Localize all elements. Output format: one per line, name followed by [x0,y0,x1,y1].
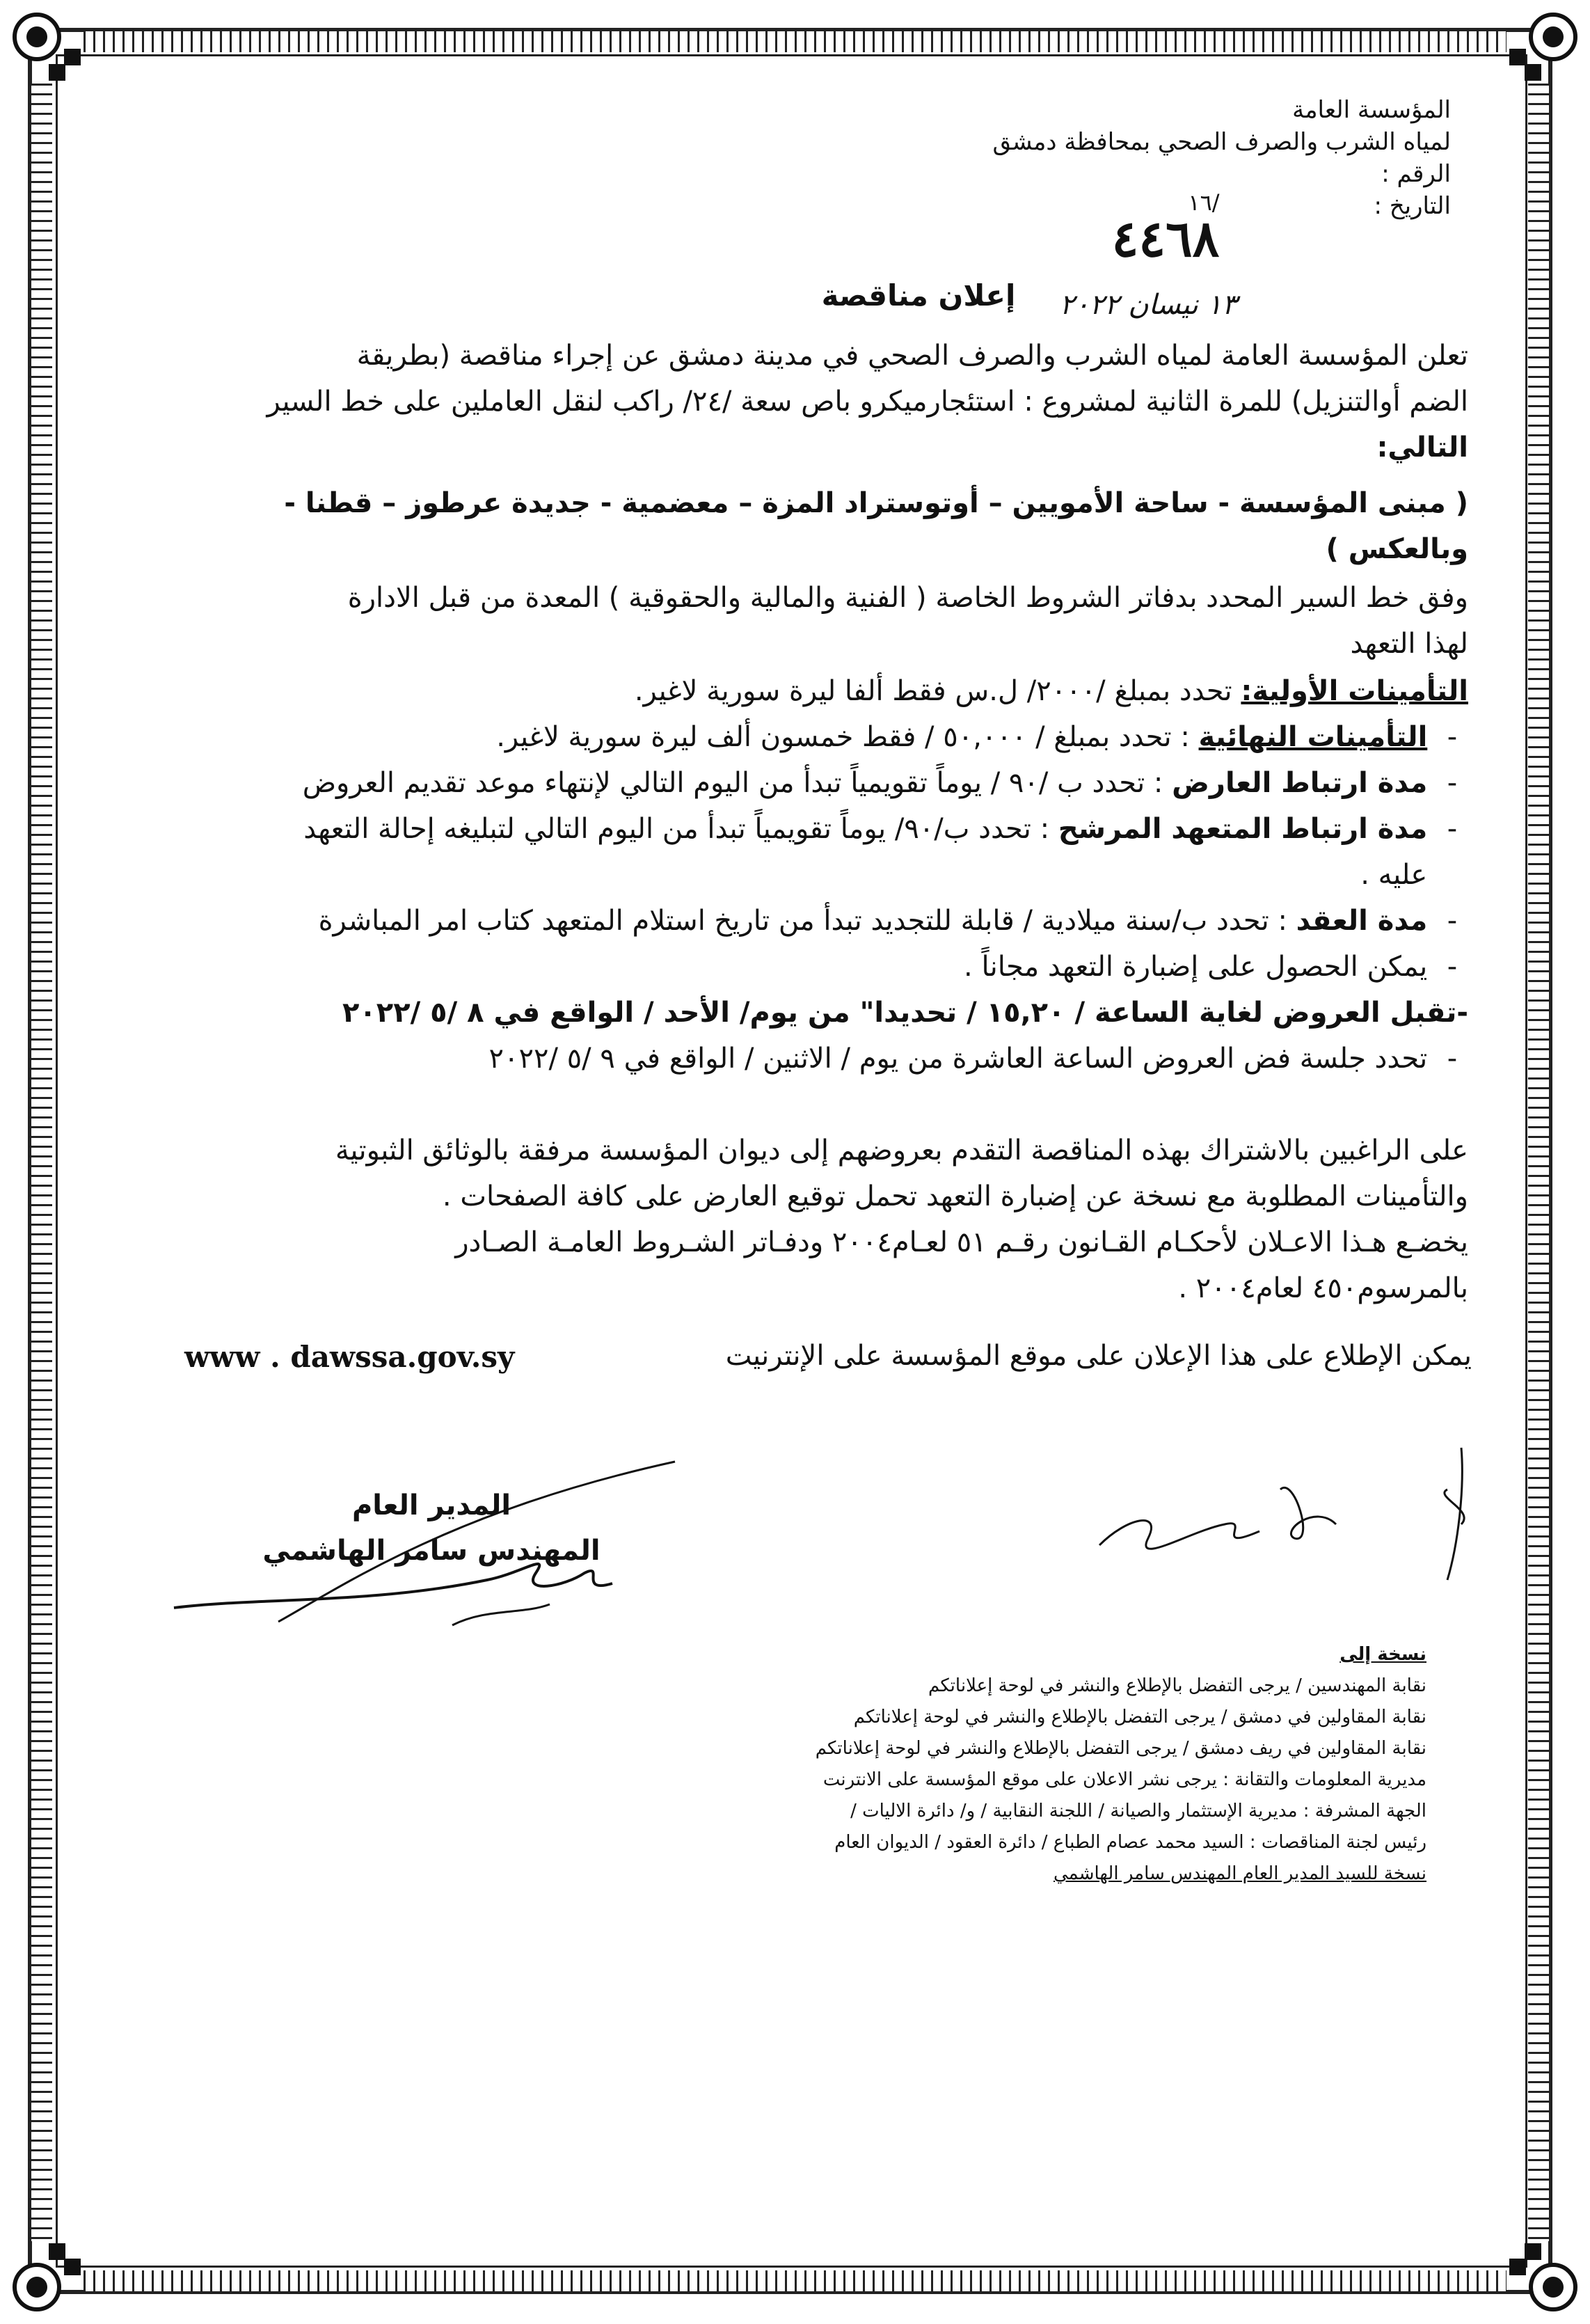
conditions-list [146,668,1468,1082]
initial-deposit-item [146,668,1468,714]
route-line: ( مبنى المؤسسة - ساحة الأمويين – أوتوستراد المزة – معضمية - جديدة عرطوز – قطنا - [284,487,1468,519]
ref-value: ١٦/ [1188,189,1220,216]
bidder-commitment-text: : تحدد ب /٩٠ / يوماً تقويمياً تبدأ من اليوم التالي لإنتهاء موعد تقديم العروض [302,767,1163,799]
copy-recipient: مديرية المعلومات والتقانة : يرجى نشر الاعلان على موقع المؤسسة على الانترنت [822,1769,1426,1790]
corner-ornament-top-right [1506,7,1583,84]
copy-recipient: رئيس لجنة المناقصات : السيد محمد عصام الطباع / دائرة العقود / الديوان العام [834,1832,1426,1853]
opening-session-text: تحدد جلسة فض العروض الساعة العاشرة من يوم / الاثنين / الواقع في ٩ /٥ /٢٠٢٢ [488,1043,1428,1075]
nominee-commitment-cont [146,852,1468,898]
nominee-commitment-cont-text: عليه . [1360,859,1428,891]
corner-ornament-top-left [7,7,84,84]
website-lead-text: يمكن الإطلاع على هذا الإعلان على موقع المؤسسة على الإنترنيت [725,1340,1472,1372]
signatory-title: المدير العام [351,1489,511,1521]
nominee-commitment-text: : تحدد ب/٩٠/ يوماً تقويمياً تبدأ من اليوم التالي لتبليغه إحالة التعهد [303,813,1050,845]
dossier-text: يمكن الحصول على إضبارة التعهد مجاناً . [964,951,1428,983]
corner-ornament-bottom-left [7,2240,84,2317]
dossier-item: - يمكن الحصول على إضبارة التعهد مجاناً . [964,951,1458,983]
deadline-text: -تقبل العروض لغاية الساعة / ١٥,٢٠ / تحديدا" من يوم/ الأحد / الواقع في ٨ /٥ /٢٠٢٢ [342,997,1468,1029]
closing-line: والتأمينات المطلوبة مع نسخة عن إضبارة التعهد تحمل توقيع العارض على كافة الصفحات . [442,1180,1468,1212]
contract-duration-item: - مدة العقد : تحدد ب/سنة ميلادية / قابلة للتجديد تبدأ من تاريخ استلام المتعهد كتاب امر المباشرة [318,905,1458,937]
org-name-line2: لمياه الشرب والصرف الصحي بمحافظة دمشق [992,128,1451,156]
date-label: التاريخ : [1374,192,1451,220]
copy-recipient: الجهة المشرفة : مديرية الإستثمار والصيانة / اللجنة النقابية / و/ دائرة الاليات / [850,1801,1426,1821]
intro-line: الضم أوالتنزيل) للمرة الثانية لمشروع : استئجارميكرو باص سعة /٢٤/ راكب لنقل العاملين على خط السير [267,386,1468,418]
final-deposit-text: : تحدد بمبلغ / ٥٠,٠٠٠ / فقط خمسون ألف ليرة سورية لاغير. [496,721,1190,753]
corner-ornament-bottom-right [1506,2240,1583,2317]
final-deposit-label: التأمينات النهائية [1198,721,1428,753]
org-name-line1: المؤسسة العامة [1292,96,1451,124]
closing-line: على الراغبين بالاشتراك بهذه المناقصة التقدم بعروضهم إلى ديوان المؤسسة مرفقة بالوثائق الثبوتية [335,1135,1468,1167]
terms-line: لهذا التعهد [1350,628,1468,660]
letterhead [825,94,1451,222]
copies-heading: نسخة إلى [1339,1644,1426,1665]
route-line: وبالعكس ) [1326,533,1468,565]
handwritten-date: ١٣ نيسان ٢٠٢٢ [1059,289,1237,321]
bidder-commitment-item: - مدة ارتباط العارض : تحدد ب /٩٠ / يوماً تقويمياً تبدأ من اليوم التالي لإنتهاء موعد تقديم العروض [302,767,1458,799]
copies-list [313,1639,1426,1890]
initial-deposit-text: تحدد بمبلغ /٢٠٠٠/ ل.س فقط ألفا ليرة سورية لاغير. [634,675,1232,707]
closing-line: بالمرسوم٤٥٠ لعام٢٠٠٤ . [1178,1272,1468,1304]
border-pattern-top [84,31,1506,52]
signatory-name: المهندس سامر الهاشمي [262,1535,601,1567]
route-paragraph [146,480,1468,572]
website-link[interactable]: www . dawssa.gov.sy [184,1340,515,1374]
copy-recipient: نقابة المهندسين / يرجى التفضل بالإطلاع والنشر في لوحة إعلاناتكم [928,1675,1426,1696]
handwritten-ref-number: ٤٤٦٨ [1111,209,1220,268]
deadline-item [146,990,1468,1036]
intro-paragraph [146,333,1468,471]
committee-signatures [1086,1448,1489,1587]
document-title: إعلان مناقصة [821,278,1016,313]
intro-line: التالي: [1376,432,1468,464]
copy-recipient: نقابة المقاولين في ريف دمشق / يرجى التفضل بالإطلاع والنشر في لوحة إعلاناتكم [815,1738,1426,1759]
nominee-commitment-item: - مدة ارتباط المتعهد المرشح : تحدد ب/٩٠/ يوماً تقويمياً تبدأ من اليوم التالي لتبليغه إحالة التعهد [303,813,1458,845]
copy-recipient: نقابة المقاولين في دمشق / يرجى التفضل بالإطلاع والنشر في لوحة إعلاناتكم [853,1707,1426,1728]
ref-label: الرقم : [1381,160,1451,188]
nominee-commitment-label: مدة ارتباط المتعهد المرشح [1058,813,1428,845]
initial-deposit-label: التأمينات الأولية: [1241,675,1468,707]
final-deposit-item: - التأمينات النهائية : تحدد بمبلغ / ٥٠,٠٠٠ / فقط خمسون ألف ليرة سورية لاغير. [496,721,1458,753]
border-pattern-bottom [84,2270,1506,2291]
bidder-commitment-label: مدة ارتباط العارض [1172,767,1428,799]
copy-recipient: نسخة للسيد المدير العام المهندس سامر الهاشمي [1054,1863,1426,1884]
intro-line: تعلن المؤسسة العامة لمياه الشرب والصرف الصحي في مدينة دمشق عن إجراء مناقصة (بطريقة [356,340,1468,372]
border-pattern-left [31,84,52,2241]
opening-session-item: - تحدد جلسة فض العروض الساعة العاشرة من يوم / الاثنين / الواقع في ٩ /٥ /٢٠٢٢ [488,1043,1458,1075]
closing-line: يخضـع هـذا الاعـلان لأحكـام القـانون رقـم ٥١ لعـام٢٠٠٤ ودفـاتر الشـروط العامـة الصـادر [455,1226,1468,1258]
contract-duration-text: : تحدد ب/سنة ميلادية / قابلة للتجديد تبدأ من تاريخ استلام المتعهد كتاب امر المباشرة [318,905,1287,937]
contract-duration-label: مدة العقد [1296,905,1428,937]
closing-paragraph [146,1128,1468,1311]
terms-line: وفق خط السير المحدد بدفاتر الشروط الخاصة ( الفنية والمالية والحقوقية ) المعدة من قبل الادارة [347,582,1468,614]
terms-paragraph [146,575,1468,667]
border-pattern-right [1528,84,1549,2241]
